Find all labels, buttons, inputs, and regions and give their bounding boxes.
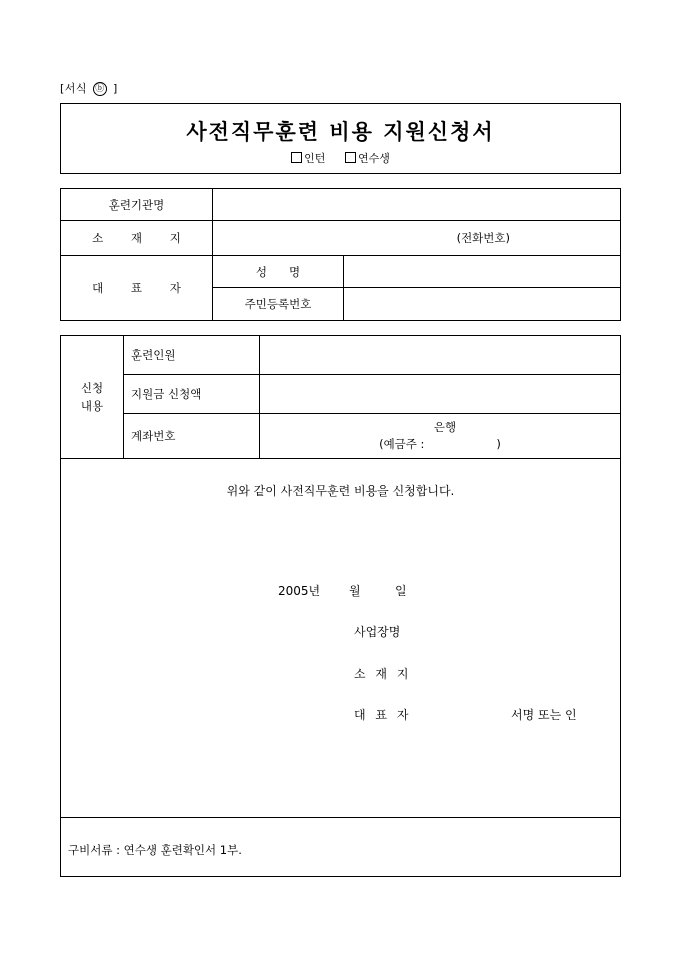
- business-address-label: 소 재 지: [354, 667, 412, 681]
- institution-address-label: 소 재 지: [61, 221, 213, 256]
- institution-table: [60, 188, 621, 321]
- trainees-field[interactable]: [260, 336, 621, 375]
- bank-suffix: 은행: [433, 420, 457, 434]
- form-code-suffix: ]: [113, 82, 118, 95]
- form-code-prefix: [서식: [60, 82, 88, 95]
- trainees-label: 훈련인원: [124, 336, 260, 375]
- option-intern[interactable]: [291, 152, 329, 165]
- signature-label: 서명 또는 인: [511, 708, 577, 722]
- rep-name-field[interactable]: [344, 256, 621, 288]
- trainee-checkbox[interactable]: [345, 152, 356, 163]
- business-rep-label: 대 표 자: [354, 708, 412, 722]
- form-code: [60, 80, 118, 96]
- business-name-label: 사업장명: [354, 625, 401, 639]
- amount-field[interactable]: [260, 375, 621, 414]
- rep-name-label: 성 명: [213, 256, 344, 288]
- application-section-label: 신청 내용: [61, 336, 124, 459]
- institution-name-field[interactable]: [213, 189, 621, 221]
- rep-id-label: 주민등록번호: [213, 288, 344, 321]
- attachments-text: 구비서류 : 연수생 훈련확인서 1부.: [68, 843, 242, 857]
- depositor-label: (예금주 :: [379, 437, 425, 451]
- phone-note: (전화번호): [456, 231, 510, 245]
- option-trainee-label: 연수생: [357, 152, 390, 165]
- rep-id-field[interactable]: [344, 288, 621, 321]
- date-day: 일: [395, 584, 407, 598]
- intern-checkbox[interactable]: [291, 152, 302, 163]
- form-title: 사전직무훈련 비용 지원신청서: [186, 119, 495, 144]
- account-field[interactable]: [260, 414, 621, 459]
- form-code-mark: ⓑ: [93, 82, 107, 96]
- type-options: [61, 150, 620, 166]
- attachments-box: [60, 817, 621, 877]
- representative-label: 대 표 자: [61, 256, 213, 321]
- account-label: 계좌번호: [124, 414, 260, 459]
- option-intern-label: 인턴: [304, 152, 326, 165]
- option-trainee[interactable]: [345, 152, 390, 165]
- date-year: 2005년: [278, 584, 321, 598]
- institution-address-field[interactable]: [213, 221, 621, 256]
- institution-name-label: 훈련기관명: [61, 189, 213, 221]
- amount-label: 지원금 신청액: [124, 375, 260, 414]
- declaration-text: 위와 같이 사전직무훈련 비용을 신청합니다.: [226, 484, 455, 498]
- declaration-box: [60, 458, 621, 818]
- title-box: [60, 103, 621, 174]
- depositor-close: ): [496, 437, 501, 451]
- application-table: [60, 335, 621, 459]
- date-month: 월: [349, 584, 361, 598]
